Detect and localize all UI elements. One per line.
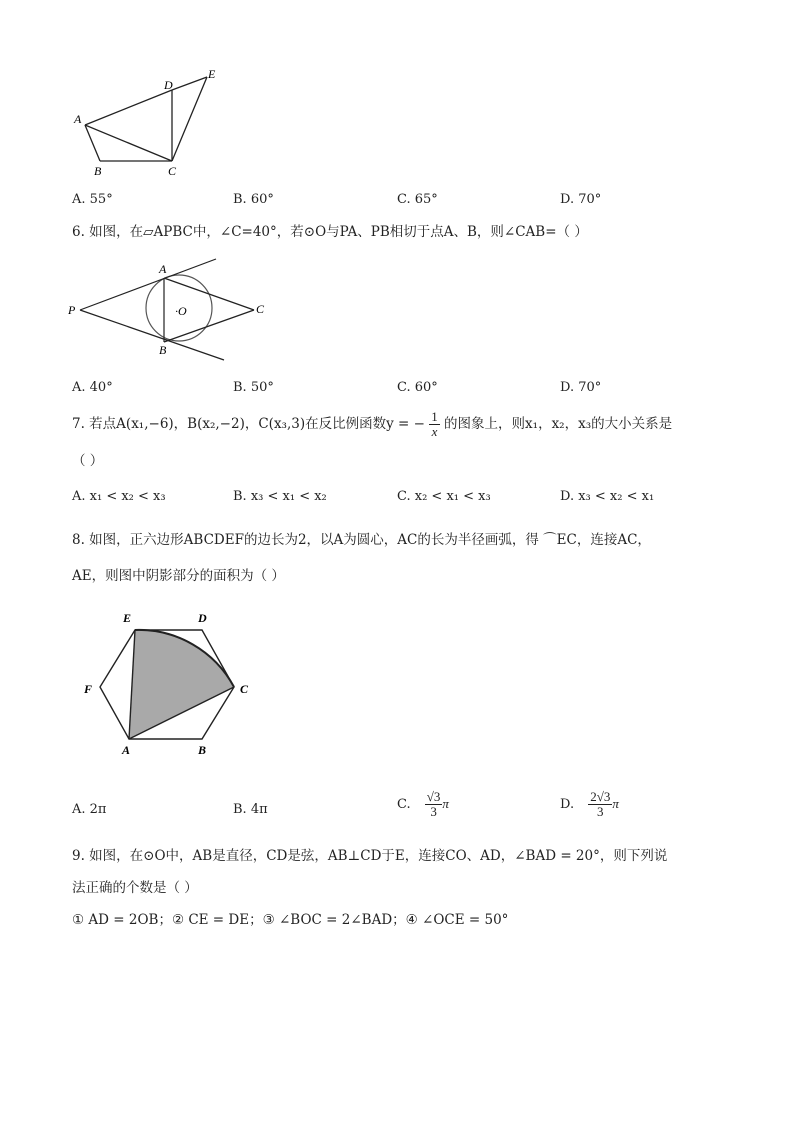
q8-option-b[interactable]: B. 4π <box>233 802 268 817</box>
q6-label-p: P <box>68 303 76 317</box>
q8-option-a[interactable]: A. 2π <box>72 802 107 817</box>
q8-stem-line2: AE，则图中阴影部分的面积为（ ） <box>72 568 285 584</box>
q5-segment-ec <box>172 77 207 161</box>
q7-fraction-denominator: x <box>431 424 438 439</box>
q7-stem-part1: 7. 若点A(x₁,−6)，B(x₂,−2)，C(x₃,3)在反比例函数y = − <box>72 416 425 432</box>
q8-label-a: A <box>122 743 131 757</box>
q7-option-b[interactable]: B. x₃ < x₁ < x₂ <box>233 489 327 504</box>
q5-label-c: C <box>168 164 177 178</box>
q6-option-a[interactable]: A. 40° <box>72 380 113 395</box>
q8-label-b: B <box>198 743 207 757</box>
q8-label-d: D <box>198 611 207 625</box>
q8-option-d[interactable] <box>560 790 619 819</box>
q8-option-c-suffix: π <box>442 796 449 811</box>
q6-option-c[interactable]: C. 60° <box>397 380 438 395</box>
q7-fraction-numerator: 1 <box>431 409 438 424</box>
q8-option-c-fraction <box>425 790 443 819</box>
q7-option-d[interactable]: D. x₃ < x₂ < x₁ <box>560 489 655 504</box>
q7-option-c[interactable]: C. x₂ < x₁ < x₃ <box>397 489 491 504</box>
q5-option-a[interactable]: A. 55° <box>72 192 113 207</box>
q5-label-e: E <box>208 67 216 81</box>
q9-statements: ① AD = 2OB；② CE = DE；③ ∠BOC = 2∠BAD；④ ∠OCE = 50° <box>72 912 509 928</box>
q6-figure <box>66 254 276 366</box>
q8-option-d-suffix: π <box>612 796 619 811</box>
q8-option-d-prefix: D. <box>560 797 575 812</box>
q5-label-b: B <box>94 164 102 178</box>
q6-line-pb <box>80 310 224 360</box>
q6-option-b[interactable]: B. 50° <box>233 380 274 395</box>
q9-stem-line2: 法正确的个数是（ ） <box>72 880 198 896</box>
q5-segment-ad <box>85 90 172 125</box>
q5-label-d: D <box>164 78 173 92</box>
q8-figure <box>80 608 260 760</box>
q6-label-a: A <box>159 262 167 276</box>
q6-stem: 6. 如图，在▱APBC中，∠C=40°，若⊙O与PA、PB相切于点A、B，则∠CAB=（ ） <box>72 224 588 240</box>
q8-label-f: F <box>84 682 93 696</box>
q7-fraction <box>429 410 440 439</box>
q7-stem-line2: （ ） <box>72 453 104 469</box>
q8-option-c[interactable] <box>397 790 449 819</box>
q8-option-d-fraction <box>588 790 612 819</box>
q8-option-c-denominator: 3 <box>430 804 437 819</box>
q6-option-d[interactable]: D. 70° <box>560 380 602 395</box>
q5-figure <box>70 62 230 182</box>
q8-label-c: C <box>240 682 249 696</box>
q9-stem-line1: 9. 如图，在⊙O中，AB是直径，CD是弦，AB⊥CD于E，连接CO、AD，∠BAD = 20°，则下列说 <box>72 848 668 864</box>
q8-option-d-denominator: 3 <box>597 804 604 819</box>
q8-stem-line1: 8. 如图，正六边形ABCDEF的边长为2，以A为圆心，AC的长为半径画弧，得 ⌒EC，连接AC， <box>72 532 651 548</box>
q7-stem <box>72 410 672 439</box>
q6-label-o: ·O <box>175 304 187 318</box>
q7-stem-part2: 的图象上，则x₁，x₂，x₃的大小关系是 <box>444 416 673 432</box>
q7-option-a[interactable]: A. x₁ < x₂ < x₃ <box>72 489 166 504</box>
q6-line-pa <box>80 259 216 310</box>
q8-option-c-numerator: √3 <box>426 789 441 804</box>
q8-label-e: E <box>123 611 132 625</box>
q5-option-b[interactable]: B. 60° <box>233 192 274 207</box>
q8-option-d-numerator: 2√3 <box>590 789 611 804</box>
q6-label-b: B <box>159 343 167 357</box>
q8-shaded-region <box>129 630 234 739</box>
q5-option-d[interactable]: D. 70° <box>560 192 602 207</box>
q8-option-c-prefix: C. <box>397 797 411 812</box>
q6-label-c: C <box>256 302 265 316</box>
q5-option-c[interactable]: C. 65° <box>397 192 438 207</box>
q5-label-a: A <box>74 112 82 126</box>
